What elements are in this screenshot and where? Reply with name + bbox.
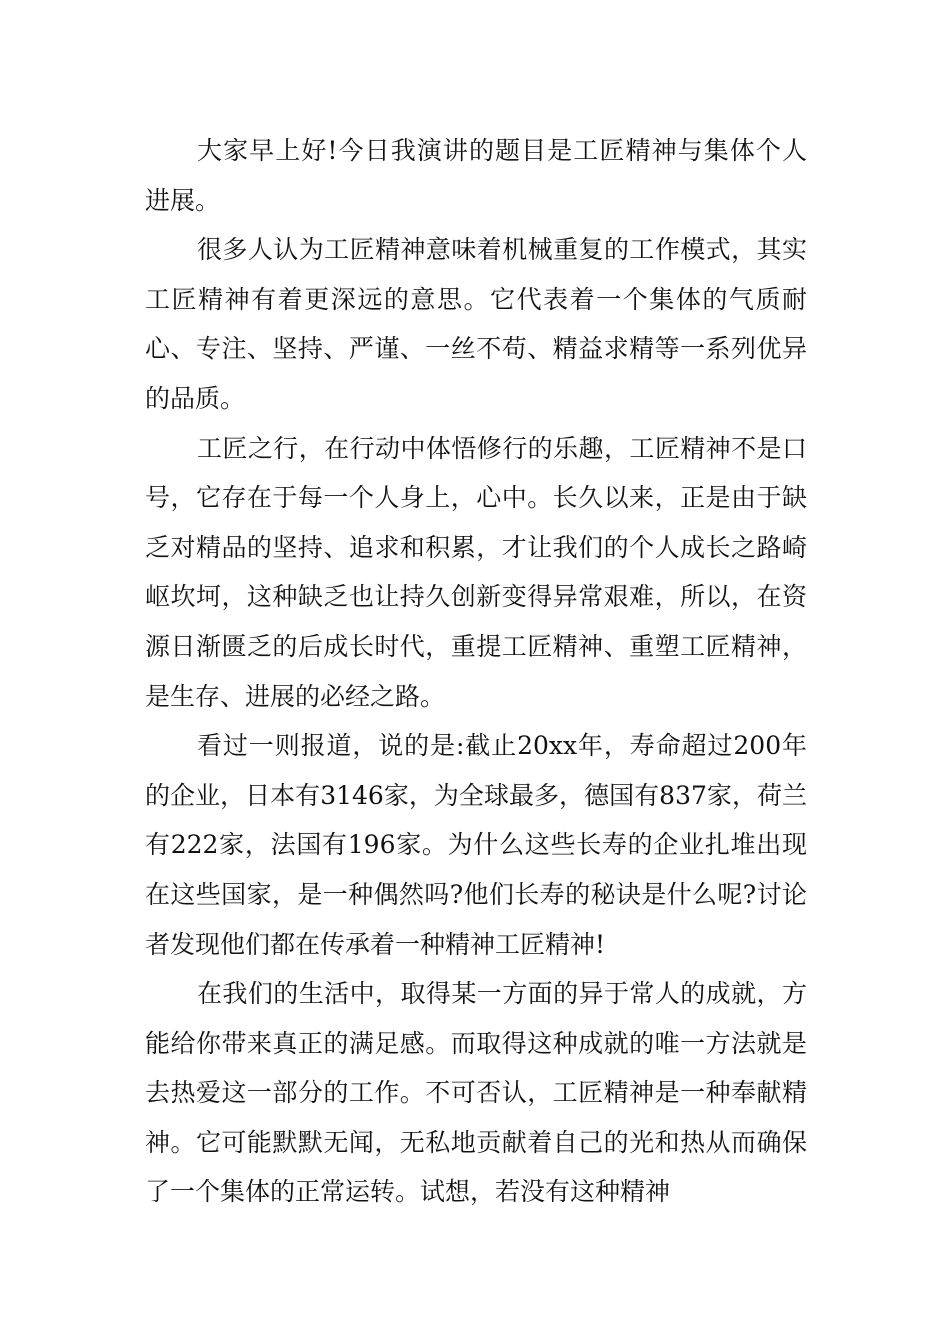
paragraph-5: 在我们的生活中，取得某一方面的异于常人的成就，方能给你带来真正的满足感。而取得这种成就的唯一方法就是去热爱这一部分的工作。不可否认，工匠精神是一种奉献精神。它可能默默无闻，无私地贡献着自己的光和热从而确保了一个集体的正常运转。试想，若没有这种精神 <box>145 979 807 1207</box>
paragraph-4: 看过一则报道，说的是:截止20xx年，寿命超过200年的企业，日本有3146家，为全球最多，德国有837家，荷兰有222家，法国有196家。为什么这些长寿的企业扎堆出现在这些国家，是一种偶然吗?他们长寿的秘诀是什么呢?讨论者发现他们都在传承着一种精神工匠精神! <box>145 731 807 959</box>
document-body <box>145 126 807 1217</box>
paragraph-1: 大家早上好!今日我演讲的题目是工匠精神与集体个人进展。 <box>145 136 807 215</box>
paragraph-3: 工匠之行，在行动中体悟修行的乐趣，工匠精神不是口号，它存在于每一个人身上，心中。长久以来，正是由于缺乏对精品的坚持、追求和积累，才让我们的个人成长之路崎岖坎坷，这种缺乏也让持久创新变得异常艰难，所以，在资源日渐匮乏的后成长时代，重提工匠精神、重塑工匠精神，是生存、进展的必经之路。 <box>145 433 807 711</box>
paragraph-2: 很多人认为工匠精神意味着机械重复的工作模式，其实工匠精神有着更深远的意思。它代表着一个集体的气质耐心、专注、坚持、严谨、一丝不苟、精益求精等一系列优异的品质。 <box>145 235 807 413</box>
